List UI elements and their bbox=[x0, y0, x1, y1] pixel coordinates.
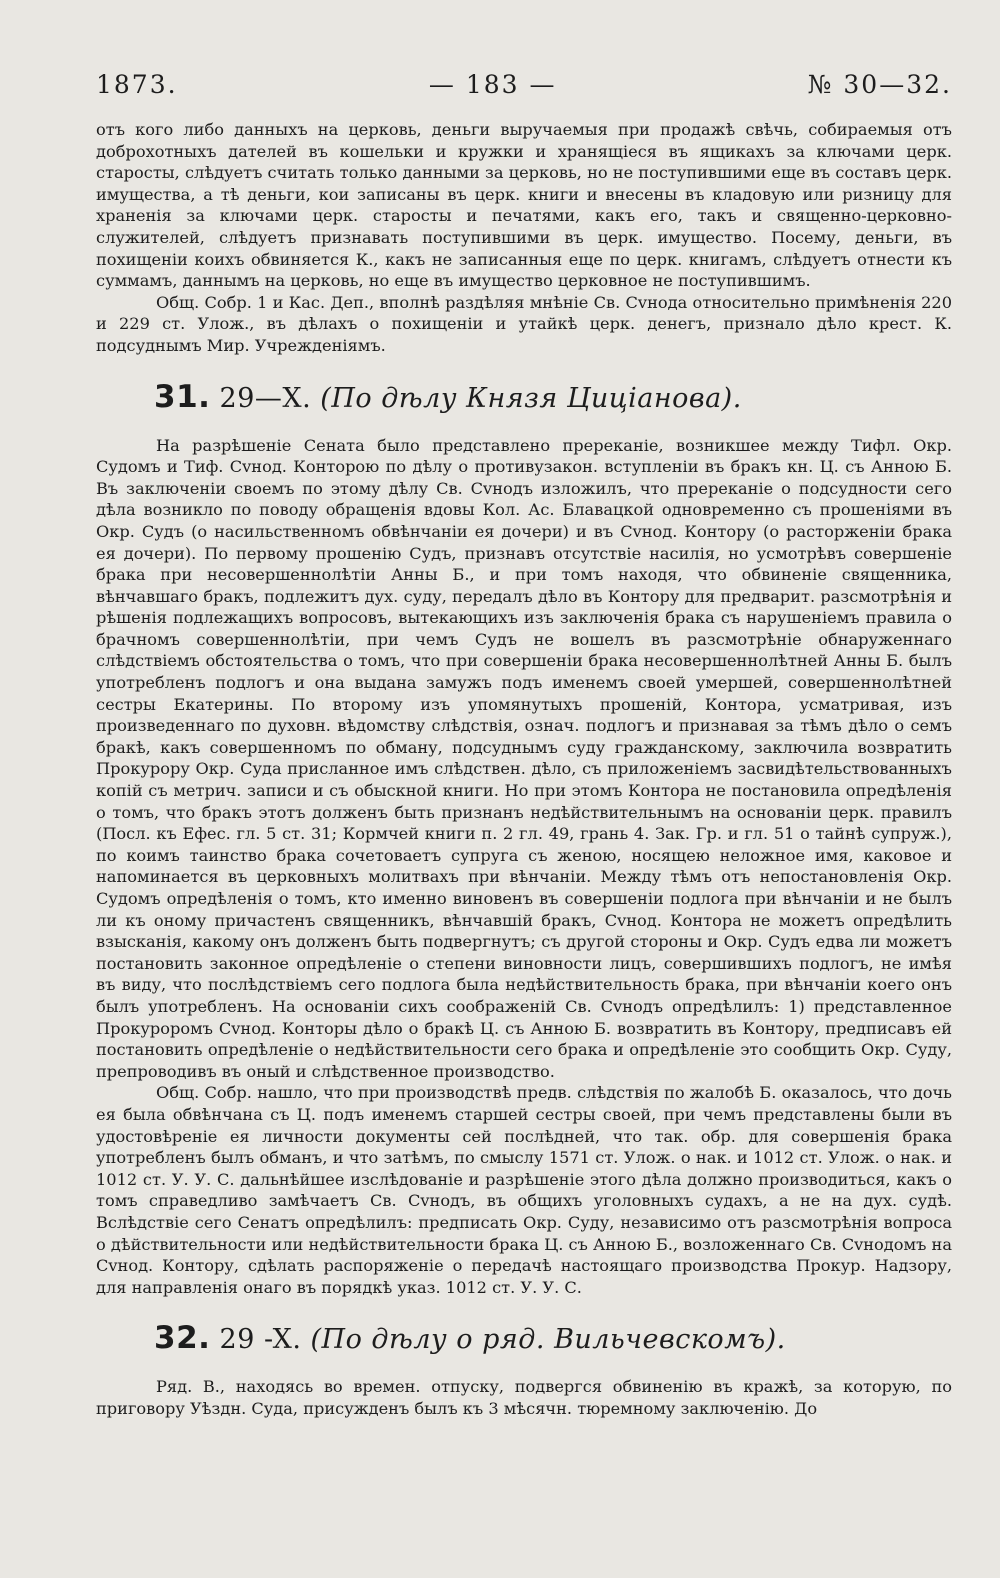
section-32-heading bbox=[154, 1320, 952, 1356]
section-32-date: 29 -X. bbox=[219, 1324, 302, 1356]
section-31-paragraph-2: Общ. Собр. нашло, что при производствѣ предв. слѣдствiя по жалобѣ Б. оказалось, что дочь ея была обвѣнчана съ Ц. подъ именемъ старшей сестры своей, при чемъ представлены были въ удостовѣренiе ея личности документы сей послѣдней, что так. обр. для совершенiя брака употребленъ былъ обманъ, и что затѣмъ, по смыслу 1571 ст. Улож. о нак. и 1012 ст. Улож. о нак. и 1012 ст. У. У. С. дальнѣйшее изслѣдованiе и разрѣшенiе этого дѣла должно производиться, какъ о томъ справедливо замѣчаетъ Св. Сvнодъ, въ общихъ уголовныхъ судахъ, а не на дух. судѣ. Вслѣдствiе сего Сенатъ опредѣлилъ: предписать Окр. Суду, независимо отъ разсмотрѣнiя вопроса о дѣйствительности или недѣйствительности брака Ц. съ Анною Б., возложеннаго Св. Сvнодомъ на Сvнод. Контору, сдѣлать распоряженiе о передачѣ настоящаго производства Прокур. Надзору, для направленiя онаго въ порядкѣ указ. 1012 ст. У. У. С. bbox=[96, 1083, 952, 1297]
section-31-title: (По дѣлу Князя Цицiанова). bbox=[320, 382, 742, 414]
header-year: 1873. bbox=[96, 70, 178, 99]
intro-paragraph-1: отъ кого либо данныхъ на церковь, деньги выручаемыя при продажѣ свѣчь, собираемыя отъ доброхотныхъ дателей въ кошельки и кружки и хранящiеся въ ящикахъ за ключами церк. старосты, слѣдуетъ считать только данными за церковь, но не поступившими еще въ составъ церк. имущества, а тѣ деньги, кои записаны въ церк. книги и внесены въ кладовую или ризницу для храненiя за ключами церк. старосты и печатями, какъ его, такъ и священно-церковно-служителей, слѣдуетъ признавать поступившими въ церк. имущество. Посему, деньги, въ похищенiи коихъ обвиняется К., какъ не записанныя еще по церк. книгамъ, слѣдуетъ отнести къ суммамъ, даннымъ на церковь, но еще въ имущество церковное не поступившимъ. bbox=[96, 120, 953, 291]
section-31-paragraph-1: На разрѣшенiе Сената было представлено пререканiе, возникшее между Тифл. Окр. Судомъ и Тиф. Сvнод. Конторою по дѣлу о противузакон. вступленiи въ бракъ кн. Ц. съ Анною Б. Въ заключенiи своемъ по этому дѣлу Св. Сvнодъ изложилъ, что пререканiе о подсудности сего дѣла возникло по поводу обращенiя вдовы Кол. Ас. Блавацкой одновременно съ прошенiями въ Окр. Судъ (о насильственномъ обвѣнчанiи ея дочери) и въ Сvнод. Контору (о расторженiи брака ея дочери). По первому прошенiю Судъ, признавъ отсутствiе насилiя, но усмотрѣвъ совершенiе брака при несовершеннолѣтiи Анны Б., и при томъ находя, что обвиненiе священника, вѣнчавшаго бракъ, подлежитъ дух. суду, передалъ дѣло въ Контору для предварит. разсмотрѣнiя и рѣшенiя подлежащихъ вопросовъ, вытекающихъ изъ заключенiя брака съ нарушенiемъ правила о брачномъ совершеннолѣтiи, при чемъ Судъ не вошелъ въ разсмотрѣнiе обнаруженнаго слѣдствiемъ обстоятельства о томъ, что при совершенiи брака несовершеннолѣтней Анны Б. былъ употребленъ подлогъ и она выдана замужъ подъ именемъ своей умершей, совершеннолѣтней сестры Екатерины. По второму изъ упомянутыхъ прошенiй, Контора, усматривая, изъ произведеннаго по духовн. вѣдомству слѣдствiя, означ. подлогъ и признавая за тѣмъ дѣло о семъ бракѣ, какъ совершенномъ по обману, подсуднымъ суду гражданскому, заключила возвратить Прокурору Окр. Суда присланное имъ слѣдствен. дѣло, съ приложенiемъ засвидѣтельствованныхъ копiй съ метрич. записи и съ обыскной книги. Но при этомъ Контора не постановила опредѣленiя о томъ, что бракъ этотъ долженъ быть признанъ недѣйствительнымъ на основанiи церк. правилъ (Посл. къ Ефес. гл. 5 ст. 31; Кормчей книги п. 2 гл. 49, грань 4. Зак. Гр. и гл. 51 о тайнѣ супруж.), по коимъ таинство брака сочетоваетъ супруга съ женою, носящею неложное имя, каковое и напоминается въ церковныхъ молитвахъ при вѣнчанiи. Между тѣмъ отъ непостановленiя Окр. Судомъ опредѣленiя о томъ, кто именно виновенъ въ совершенiи подлога при вѣнчанiи и не былъ ли къ оному причастенъ священникъ, вѣнчавшiй бракъ, Сvнод. Контора не можетъ опредѣлить взысканiя, какому онъ долженъ быть подвергнутъ; съ другой стороны и Окр. Судъ едва ли можетъ постановить законное опредѣленiе о степени виновности лицъ, совершившихъ подлогъ, не имѣя въ виду, что послѣдствiемъ сего подлога была недѣйствительность брака, при вѣнчанiи коего онъ былъ употребленъ. На основанiи сихъ соображенiй Св. Сvнодъ опредѣлилъ: 1) представленное Прокуроромъ Сvнод. Конторы дѣло о бракѣ Ц. съ Анною Б. возвратить въ Контору, предписавъ ей постановить опредѣленiе о недѣйствительности сего брака и опредѣленiе это сообщить Окр. Суду, препроводивъ въ оный и слѣдственное производство. bbox=[96, 435, 952, 1081]
running-header bbox=[96, 70, 952, 99]
header-section-numbers: № 30—32. bbox=[807, 70, 952, 99]
section-32-title: (По дѣлу о ряд. Вильчевскомъ). bbox=[310, 1324, 786, 1356]
intro-paragraph-2: Общ. Собр. 1 и Кас. Деп., вполнѣ раздѣляя мнѣнiе Св. Сvнода относительно примѣненiя 220 и 229 ст. Улож., въ дѣлахъ о похищенiи и утайкѣ церк. денегъ, признало дѣло крест. К. подсуднымъ Мир. Учрежденiямъ. bbox=[96, 292, 952, 355]
section-31-heading bbox=[154, 379, 952, 415]
section-32-number: 32. bbox=[154, 1320, 211, 1357]
section-32-paragraph-1: Ряд. В., находясь во времен. отпуску, подвергся обвиненiю въ кражѣ, за которую, по приговору Уѣздн. Суда, присужденъ былъ къ 3 мѣсячн. тюремному заключенiю. До bbox=[96, 1377, 952, 1418]
section-31-number: 31. bbox=[154, 378, 211, 415]
header-page-number: — 183 — bbox=[428, 70, 557, 99]
section-31-date: 29—X. bbox=[219, 382, 312, 414]
